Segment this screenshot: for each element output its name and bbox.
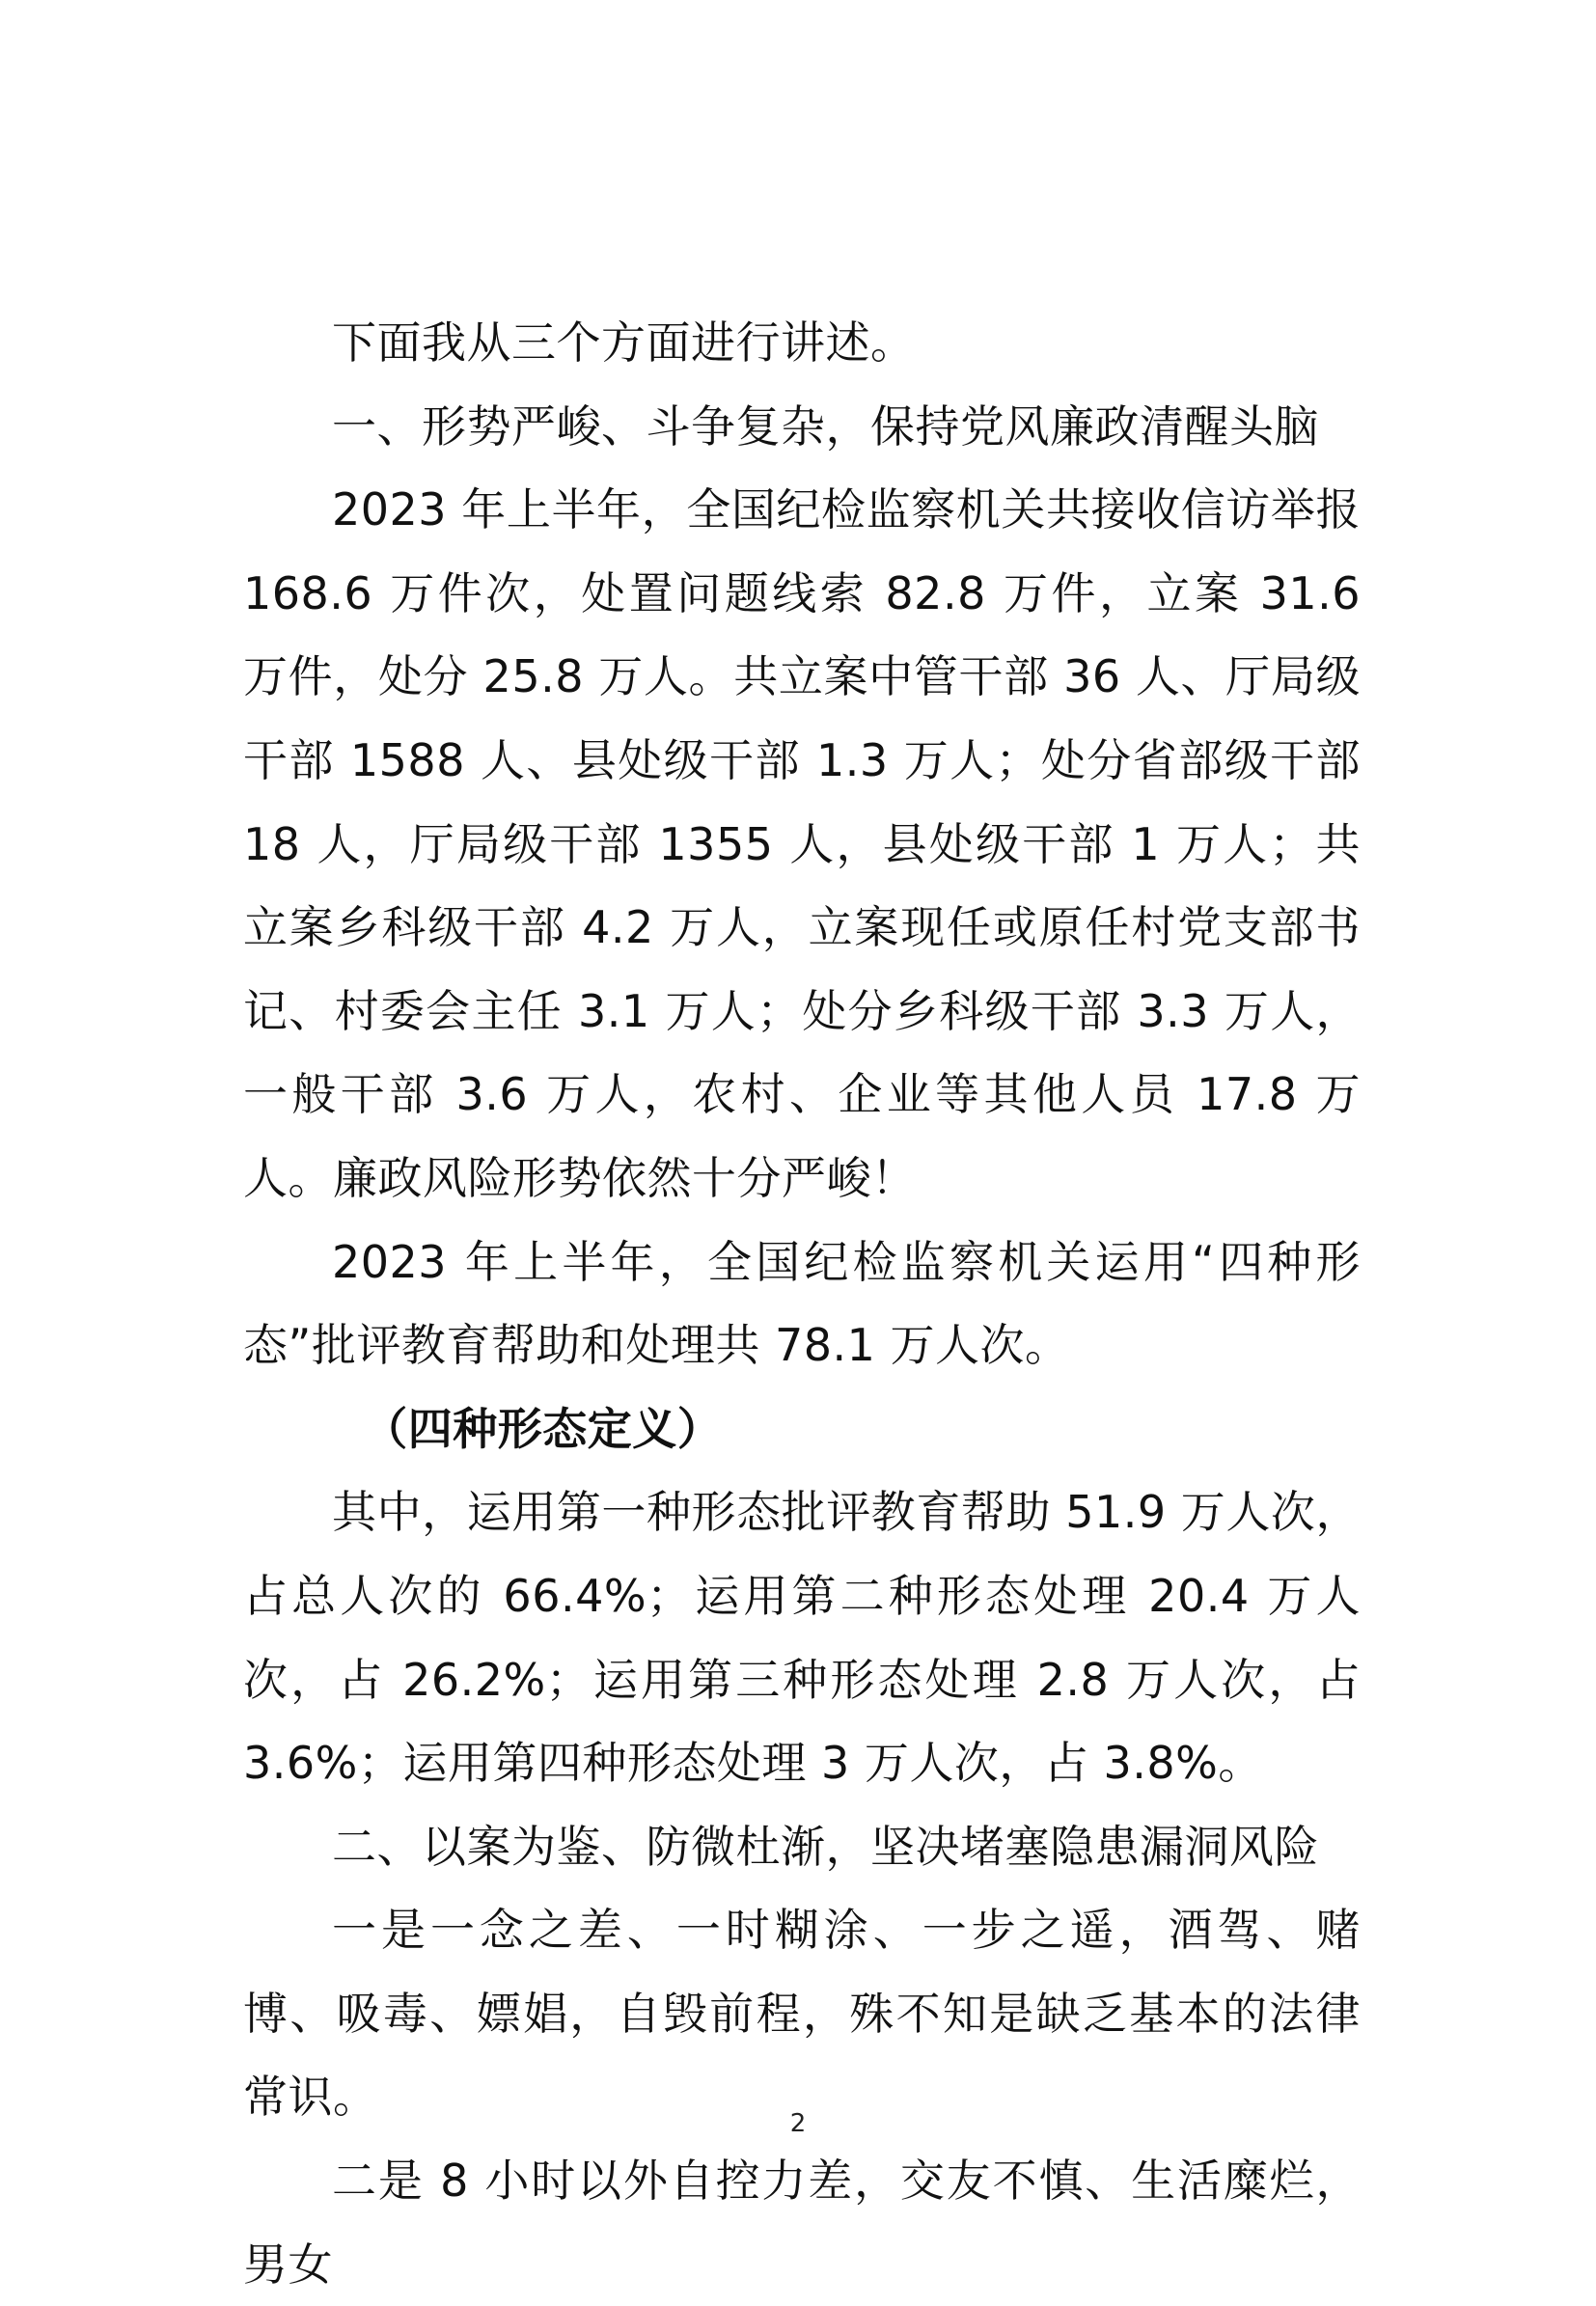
statistics-paragraph: 2023 年上半年，全国纪检监察机关共接收信访举报 168.6 万件次，处置问题线索 82.8 万件，立案 31.6 万件，处分 25.8 万人。共立案中管干部 36 人、厅局级干部 1588 人、县处级干部 1.3 万人；处分省部级干部 18 人，厅局级干部 1355 人，县处级干部 1 万人；共立案乡科级干部 4.2 万人，立案现任或原任村党支部书记、村委会主任 3.1 万人；处分乡科级干部 3.3 万人，一般干部 3.6 万人，农村、企业等其他人员 17.8 万人。廉政风险形势依然十分严峻！ (243, 483, 1361, 1204)
point-one-paragraph: 一是一念之差、一时糊涂、一步之遥，酒驾、赌博、吸毒、嫖娼，自毁前程，殊不知是缺乏基本的法律常识。 (243, 1904, 1361, 2124)
page-number: 2 (789, 2109, 807, 2138)
section-heading-1: 一、形势严峻、斗争复杂，保持党风廉政清醒头脑 (332, 399, 1319, 453)
section-heading-2: 二、以案为鉴、防微杜渐，坚决堵塞隐患漏洞风险 (332, 1820, 1319, 1873)
point-two-paragraph: 二是 8 小时以外自控力差，交友不慎、生活糜烂，男女 (243, 2155, 1361, 2291)
four-forms-definition-heading: （四种形态定义） (363, 1402, 723, 1455)
four-forms-paragraph: 2023 年上半年，全国纪检监察机关运用“四种形态”批评教育帮助和处理共 78.1 万人次。 (243, 1235, 1361, 1372)
body-text (243, 301, 1361, 2306)
four-forms-breakdown-paragraph: 其中，运用第一种形态批评教育帮助 51.9 万人次，占总人次的 66.4%；运用第二种形态处理 20.4 万人次，占 26.2%；运用第三种形态处理 2.8 万人次，占 3.6%；运用第四种形态处理 3 万人次，占 3.8%。 (243, 1486, 1361, 1790)
intro-paragraph: 下面我从三个方面进行讲述。 (332, 316, 916, 369)
